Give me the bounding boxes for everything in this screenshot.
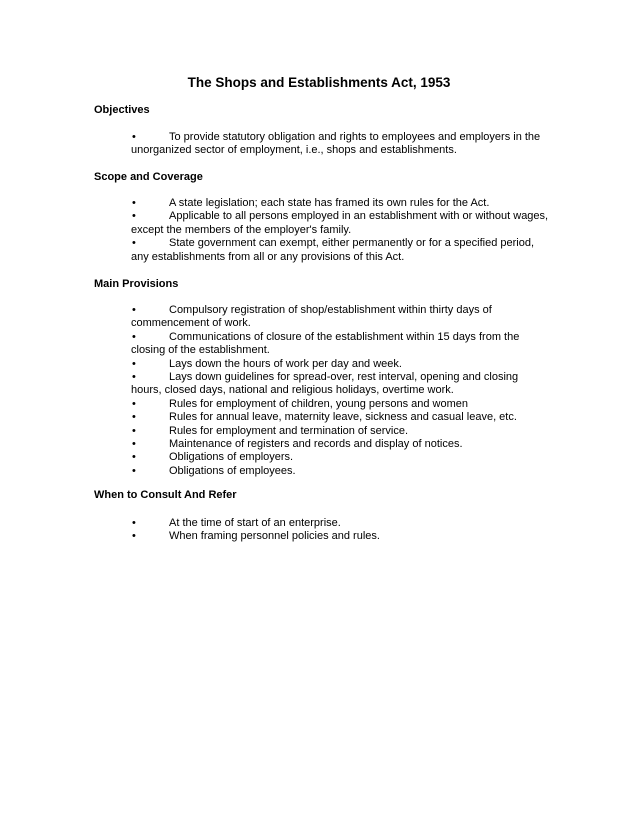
bullet-icon: •: [132, 131, 136, 143]
bullet-icon: •: [132, 197, 136, 209]
bullet-icon: •: [132, 371, 136, 384]
list-item: [131, 465, 551, 478]
bullet-icon: •: [132, 397, 136, 410]
scope-list: [131, 197, 551, 264]
list-item: [131, 530, 551, 543]
list-item-text: Maintenance of registers and records and display of notices.: [169, 438, 463, 451]
bullet-icon: •: [132, 330, 136, 343]
bullet-icon: •: [132, 517, 136, 529]
list-item-text: State government can exempt, either permanently or for a specified period, any establishments from all or any provisions of this Act.: [131, 237, 535, 263]
list-item-text: Obligations of employers.: [169, 451, 294, 464]
bullet-icon: •: [132, 464, 136, 477]
list-item: [131, 197, 551, 210]
list-item-text: Lays down the hours of work per day and week.: [169, 357, 402, 370]
document-title: The Shops and Establishments Act, 1953: [187, 75, 451, 90]
list-item: [131, 371, 551, 398]
section-heading-scope-and-coverage: Scope and Coverage: [94, 171, 203, 183]
bullet-icon: •: [132, 304, 136, 316]
list-item-text: When framing personnel policies and rules.: [169, 530, 380, 543]
consult-list: [131, 517, 551, 544]
list-item-text: Rules for annual leave, maternity leave, sickness and casual leave, etc.: [169, 411, 517, 424]
list-item: [131, 331, 551, 358]
list-item: [131, 398, 551, 411]
list-item-text: Rules for employment of children, young persons and women: [169, 397, 468, 410]
list-item-text: Communications of closure of the establishment within 15 days from the closing of the establishment.: [131, 330, 520, 357]
bullet-icon: •: [132, 237, 136, 250]
list-item-text: To provide statutory obligation and rights to employees and employers in the unorganized sector of employment, i.e., shops and establishments.: [131, 131, 541, 157]
section-heading-main-provisions: Main Provisions: [94, 278, 179, 290]
list-item: [131, 237, 551, 264]
list-item-text: A state legislation; each state has framed its own rules for the Act.: [169, 197, 490, 209]
list-item: [131, 131, 551, 158]
list-item-text: Rules for employment and termination of service.: [169, 424, 409, 437]
list-item: [131, 517, 551, 530]
list-item: [131, 210, 551, 237]
main-provisions-list: [131, 304, 551, 478]
bullet-icon: •: [132, 530, 136, 543]
list-item: [131, 438, 551, 451]
list-item: [131, 425, 551, 438]
bullet-icon: •: [132, 451, 136, 464]
section-heading-when-to-consult: When to Consult And Refer: [94, 489, 237, 501]
bullet-icon: •: [132, 424, 136, 437]
list-item-text: Obligations of employees.: [169, 464, 296, 477]
bullet-icon: •: [132, 357, 136, 370]
list-item-text: Applicable to all persons employed in an establishment with or without wages, except the members of the employer's family.: [131, 210, 549, 236]
objectives-list: [131, 131, 551, 158]
bullet-icon: •: [132, 411, 136, 424]
section-heading-objectives: Objectives: [94, 104, 150, 116]
list-item: [131, 451, 551, 464]
bullet-icon: •: [132, 210, 136, 223]
list-item: [131, 304, 551, 331]
list-item-text: Lays down guidelines for spread-over, rest interval, opening and closing hours, closed days, national and religious holidays, overtime work.: [131, 371, 519, 397]
list-item-text: At the time of start of an enterprise.: [169, 517, 341, 529]
list-item: [131, 358, 551, 371]
list-item-text: Compulsory registration of shop/establishment within thirty days of commencement of work.: [131, 304, 492, 330]
list-item: [131, 411, 551, 424]
bullet-icon: •: [132, 438, 136, 451]
